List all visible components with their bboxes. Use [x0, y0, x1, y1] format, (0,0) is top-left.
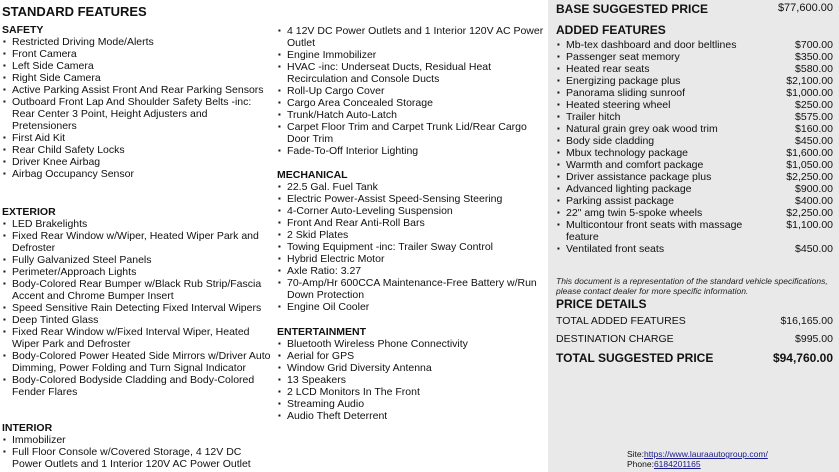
site-label: Site: — [627, 449, 645, 459]
feature-item: ▪ 4-Corner Auto-Leveling Suspension — [277, 205, 545, 217]
feature-item: ▪ Fully Galvanized Steel Panels — [2, 254, 272, 266]
added-feature-name: ▪ Mb-tex dashboard and door beltlines — [566, 39, 737, 51]
base-price-row — [556, 2, 833, 16]
feature-item: ▪ Rear Child Safety Locks — [2, 144, 272, 156]
feature-item: ▪ Cargo Area Concealed Storage — [277, 97, 545, 109]
feature-item: ▪ Perimeter/Approach Lights — [2, 266, 272, 278]
added-feature-row — [556, 243, 833, 255]
added-feature-price: $2,100.00 — [786, 75, 833, 87]
added-feature-price: $350.00 — [795, 51, 833, 63]
added-feature-name: ▪ Heated rear seats — [566, 63, 650, 75]
feature-item: ▪ 70-Amp/Hr 600CCA Maintenance-Free Battery w/Run Down Protection — [277, 277, 545, 301]
feature-item: ▪ Carpet Floor Trim and Carpet Trunk Lid/Rear Cargo Door Trim — [277, 121, 545, 145]
feature-item: ▪ Airbag Occupancy Sensor — [2, 168, 272, 180]
added-feature-name: ▪ 22" amg twin 5-spoke wheels — [566, 207, 703, 219]
added-feature-row — [556, 147, 833, 159]
feature-item: ▪ Engine Oil Cooler — [277, 301, 545, 313]
added-feature-name: ▪ Driver assistance package plus — [566, 171, 712, 183]
added-feature-row — [556, 51, 833, 63]
feature-item: ▪ 2 LCD Monitors In The Front — [277, 386, 545, 398]
added-feature-price: $1,050.00 — [786, 159, 833, 171]
added-feature-row — [556, 87, 833, 99]
feature-item: ▪ Fixed Rear Window w/Wiper, Heated Wiper Park and Defroster — [2, 230, 272, 254]
feature-item: ▪ Fixed Rear Window w/Fixed Interval Wiper, Heated Wiper Park and Defroster — [2, 326, 272, 350]
added-feature-price: $1,100.00 — [786, 219, 833, 231]
feature-item: ▪ 13 Speakers — [277, 374, 545, 386]
added-feature-price: $160.00 — [795, 123, 833, 135]
added-feature-row — [556, 39, 833, 51]
interior-section — [2, 423, 272, 470]
feature-item: ▪ Roll-Up Cargo Cover — [277, 85, 545, 97]
feature-item: ▪ Body-Colored Power Heated Side Mirrors w/Driver Auto Dimming, Power Folding and Turn Signal Indicator — [2, 350, 272, 374]
feature-item: ▪ Deep Tinted Glass — [2, 314, 272, 326]
added-feature-price: $575.00 — [795, 111, 833, 123]
total-added-row — [556, 315, 833, 327]
added-feature-price: $450.00 — [795, 243, 833, 255]
feature-item: ▪ 4 12V DC Power Outlets and 1 Interior 120V AC Power Outlet — [277, 25, 545, 49]
feature-item: ▪ Front Camera — [2, 48, 272, 60]
added-feature-row — [556, 111, 833, 123]
feature-item: ▪ Front And Rear Anti-Roll Bars — [277, 217, 545, 229]
added-feature-name: ▪ Trailer hitch — [566, 111, 621, 123]
added-feature-price: $2,250.00 — [786, 207, 833, 219]
exterior-list — [2, 218, 272, 398]
added-feature-name: ▪ Warmth and comfort package — [566, 159, 704, 171]
interior-continued-list — [277, 25, 545, 157]
feature-item: ▪ Hybrid Electric Motor — [277, 253, 545, 265]
interior-heading: INTERIOR — [2, 422, 53, 434]
added-feature-name: ▪ Mbux technology package — [566, 147, 688, 159]
feature-item: ▪ Audio Theft Deterrent — [277, 410, 545, 422]
added-feature-price: $700.00 — [795, 39, 833, 51]
feature-item: ▪ HVAC -inc: Underseat Ducts, Residual Heat Recirculation and Console Ducts — [277, 61, 545, 85]
added-feature-price: $400.00 — [795, 195, 833, 207]
added-feature-row — [556, 123, 833, 135]
entertainment-list — [277, 338, 545, 422]
feature-item: ▪ Streaming Audio — [277, 398, 545, 410]
added-feature-row — [556, 159, 833, 171]
added-feature-name: ▪ Body side cladding — [566, 135, 655, 147]
base-price-value: $77,600.00 — [777, 2, 833, 14]
added-feature-price: $250.00 — [795, 99, 833, 111]
feature-item: ▪ Immobilizer — [2, 434, 272, 446]
total-added-label: TOTAL ADDED FEATURES — [556, 315, 686, 327]
mechanical-heading: MECHANICAL — [277, 169, 348, 181]
feature-item: ▪ Speed Sensitive Rain Detecting Fixed Interval Wipers — [2, 302, 272, 314]
feature-item: ▪ Restricted Driving Mode/Alerts — [2, 36, 272, 48]
added-feature-row — [556, 75, 833, 87]
exterior-section — [2, 207, 272, 398]
added-feature-price: $2,250.00 — [786, 171, 833, 183]
destination-label: DESTINATION CHARGE — [556, 333, 674, 345]
feature-item: ▪ Driver Knee Airbag — [2, 156, 272, 168]
feature-item: ▪ Left Side Camera — [2, 60, 272, 72]
added-feature-name: ▪ Passenger seat memory — [566, 51, 680, 63]
added-feature-row — [556, 135, 833, 147]
feature-item: ▪ Body-Colored Rear Bumper w/Black Rub Strip/Fascia Accent and Chrome Bumper Insert — [2, 278, 272, 302]
phone-link[interactable]: 6184201165 — [653, 459, 701, 469]
added-feature-name: ▪ Parking assist package — [566, 195, 674, 207]
destination-row — [556, 333, 833, 345]
added-feature-name: ▪ Ventilated front seats — [566, 243, 665, 255]
added-features-list — [556, 39, 833, 255]
added-feature-row — [556, 183, 833, 195]
added-feature-name: ▪ Panorama sliding sunroof — [566, 87, 686, 99]
added-features-heading: ADDED FEATURES — [556, 23, 666, 37]
added-feature-name: ▪ Energizing package plus — [566, 75, 681, 87]
feature-item: ▪ 2 Skid Plates — [277, 229, 545, 241]
price-details-heading: PRICE DETAILS — [556, 297, 647, 311]
feature-item: ▪ First Aid Kit — [2, 132, 272, 144]
added-feature-price: $1,000.00 — [786, 87, 833, 99]
exterior-heading: EXTERIOR — [2, 206, 56, 218]
feature-item: ▪ Right Side Camera — [2, 72, 272, 84]
phone-label: Phone: — [627, 459, 654, 469]
site-link[interactable]: https://www.lauraautogroup.com/ — [644, 449, 768, 459]
feature-item: ▪ Electric Power-Assist Speed-Sensing Steering — [277, 193, 545, 205]
added-feature-name: ▪ Multicontour front seats with massage feature — [566, 219, 743, 243]
feature-item: ▪ Towing Equipment -inc: Trailer Sway Control — [277, 241, 545, 253]
total-added-value: $16,165.00 — [780, 315, 833, 327]
added-feature-price: $450.00 — [795, 135, 833, 147]
feature-item: ▪ Bluetooth Wireless Phone Connectivity — [277, 338, 545, 350]
entertainment-heading: ENTERTAINMENT — [277, 326, 367, 338]
added-feature-row — [556, 171, 833, 183]
added-feature-name: ▪ Natural grain grey oak wood trim — [566, 123, 718, 135]
safety-heading: SAFETY — [2, 24, 44, 36]
base-price-label: BASE SUGGESTED PRICE — [556, 2, 709, 16]
added-feature-row — [556, 99, 833, 111]
total-price-label: TOTAL SUGGESTED PRICE — [556, 351, 714, 365]
feature-item: ▪ Aerial for GPS — [277, 350, 545, 362]
dealer-contact — [627, 449, 768, 469]
mechanical-list — [277, 181, 545, 313]
interior-list — [2, 434, 272, 470]
added-feature-row — [556, 195, 833, 207]
entertainment-section — [277, 327, 545, 422]
mechanical-section — [277, 170, 545, 313]
added-feature-price: $1,600.00 — [786, 147, 833, 159]
added-feature-price: $580.00 — [795, 63, 833, 75]
total-price-row — [556, 351, 833, 365]
safety-list — [2, 36, 272, 180]
feature-item: ▪ Body-Colored Bodyside Cladding and Body-Colored Fender Flares — [2, 374, 272, 398]
added-feature-name: ▪ Heated steering wheel — [566, 99, 671, 111]
page-title: STANDARD FEATURES — [2, 4, 147, 19]
total-price-value: $94,760.00 — [772, 351, 833, 365]
added-feature-row — [556, 207, 833, 219]
safety-section — [2, 25, 272, 180]
added-feature-name: ▪ Advanced lighting package — [566, 183, 692, 195]
feature-item: ▪ Axle Ratio: 3.27 — [277, 265, 545, 277]
feature-item: ▪ 22.5 Gal. Fuel Tank — [277, 181, 545, 193]
pricing-panel — [548, 0, 839, 472]
added-feature-row — [556, 219, 833, 243]
added-feature-price: $900.00 — [795, 183, 833, 195]
feature-item: ▪ Active Parking Assist Front And Rear Parking Sensors — [2, 84, 272, 96]
feature-item: ▪ Full Floor Console w/Covered Storage, 4 12V DC Power Outlets and 1 Interior 120V AC Power Outlet — [2, 446, 272, 470]
added-feature-row — [556, 63, 833, 75]
feature-item: ▪ Fade-To-Off Interior Lighting — [277, 145, 545, 157]
feature-item: ▪ LED Brakelights — [2, 218, 272, 230]
disclaimer-note: This document is a representation of the standard vehicle specifications, please contact dealer for more specific information. — [556, 276, 828, 296]
feature-item: ▪ Window Grid Diversity Antenna — [277, 362, 545, 374]
feature-item: ▪ Engine Immobilizer — [277, 49, 545, 61]
destination-value: $995.00 — [795, 333, 833, 345]
feature-item: ▪ Outboard Front Lap And Shoulder Safety Belts -inc: Rear Center 3 Point, Height Adjusters and Pretensioners — [2, 96, 272, 132]
interior-continued-section — [277, 25, 545, 157]
feature-item: ▪ Trunk/Hatch Auto-Latch — [277, 109, 545, 121]
